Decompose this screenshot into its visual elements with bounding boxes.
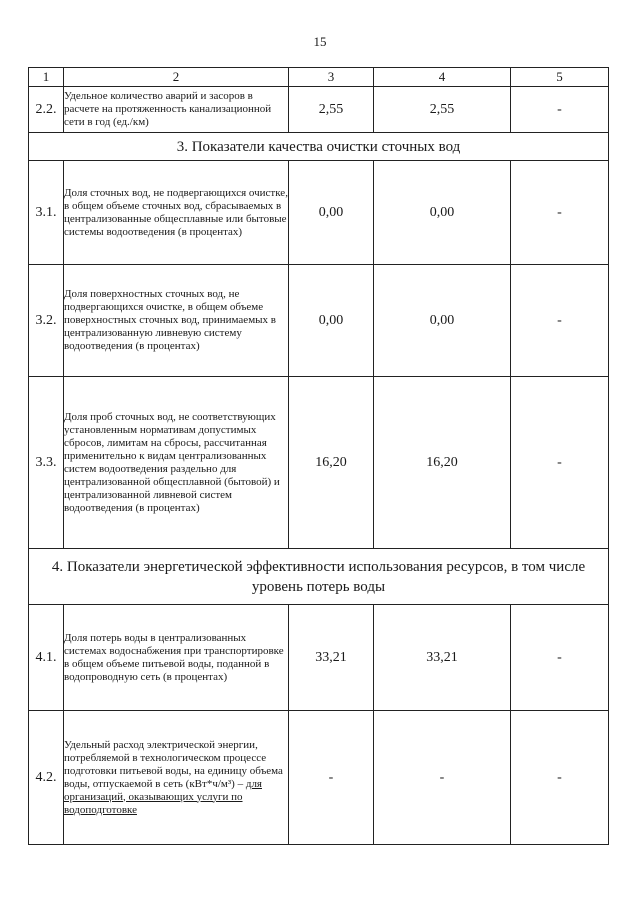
row-description-underlined: для организаций, оказывающих услуги по водоподготовке xyxy=(64,777,262,816)
value-col-5: - xyxy=(511,605,609,711)
row-number: 4.1. xyxy=(29,605,64,711)
value-col-3: 2,55 xyxy=(289,87,374,133)
table-row xyxy=(29,605,609,711)
table-row xyxy=(29,265,609,377)
value-col-4: - xyxy=(374,711,511,845)
row-description xyxy=(64,711,289,845)
header-col-1: 1 xyxy=(29,68,64,87)
value-col-5: - xyxy=(511,161,609,265)
value-col-5: - xyxy=(511,711,609,845)
indicators-table xyxy=(28,67,609,845)
header-col-5: 5 xyxy=(511,68,609,87)
section-title-3: 3. Показатели качества очистки сточных вод xyxy=(29,133,609,161)
row-description: Доля поверхностных сточных вод, не подвергающихся очистке, в общем объеме поверхностных сточных вод, принимаемых в централизованную ливневую систему водоотведения (в процентах) xyxy=(64,265,289,377)
row-number: 2.2. xyxy=(29,87,64,133)
table-row xyxy=(29,711,609,845)
row-description: Доля проб сточных вод, не соответствующих установленным нормативам допустимых сбросов, лимитам на сбросы, рассчитанная применительно к видам централизованных систем водоотведения раздельно для централизованной общесплавной (бытовой) и централизованной ливневой систем водоотведения (в процентах) xyxy=(64,377,289,549)
section-row xyxy=(29,549,609,605)
row-description-text: Удельный расход электрической энергии, потребляемой в технологическом процессе подготовки питьевой воды, на единицу объема воды, отпускаемой в сеть (кВт*ч/м³) – xyxy=(64,738,283,790)
value-col-3: 0,00 xyxy=(289,265,374,377)
table-row xyxy=(29,161,609,265)
row-description: Удельное количество аварий и засоров в расчете на протяженность канализационной сети в год (ед./км) xyxy=(64,87,289,133)
value-col-4: 16,20 xyxy=(374,377,511,549)
value-col-5: - xyxy=(511,377,609,549)
section-row xyxy=(29,133,609,161)
section-title-4: 4. Показатели энергетической эффективности использования ресурсов, в том числе уровень потерь воды xyxy=(29,549,609,605)
row-number: 3.3. xyxy=(29,377,64,549)
row-description: Доля потерь воды в централизованных системах водоснабжения при транспортировке в общем объеме питьевой воды, поданной в водопроводную сеть (в процентах) xyxy=(64,605,289,711)
header-col-2: 2 xyxy=(64,68,289,87)
header-row xyxy=(29,68,609,87)
value-col-5: - xyxy=(511,265,609,377)
table-row xyxy=(29,377,609,549)
header-col-3: 3 xyxy=(289,68,374,87)
value-col-4: 2,55 xyxy=(374,87,511,133)
value-col-3: 0,00 xyxy=(289,161,374,265)
value-col-3: 16,20 xyxy=(289,377,374,549)
page-number: 15 xyxy=(313,34,327,49)
value-col-4: 33,21 xyxy=(374,605,511,711)
value-col-3: - xyxy=(289,711,374,845)
value-col-3: 33,21 xyxy=(289,605,374,711)
header-col-4: 4 xyxy=(374,68,511,87)
value-col-4: 0,00 xyxy=(374,161,511,265)
row-number: 3.1. xyxy=(29,161,64,265)
row-description: Доля сточных вод, не подвергающихся очистке, в общем объеме сточных вод, сбрасываемых в централизованные общесплавные или бытовые системы водоотведения (в процентах) xyxy=(64,161,289,265)
value-col-4: 0,00 xyxy=(374,265,511,377)
value-col-5: - xyxy=(511,87,609,133)
table-row xyxy=(29,87,609,133)
row-number: 3.2. xyxy=(29,265,64,377)
row-number: 4.2. xyxy=(29,711,64,845)
